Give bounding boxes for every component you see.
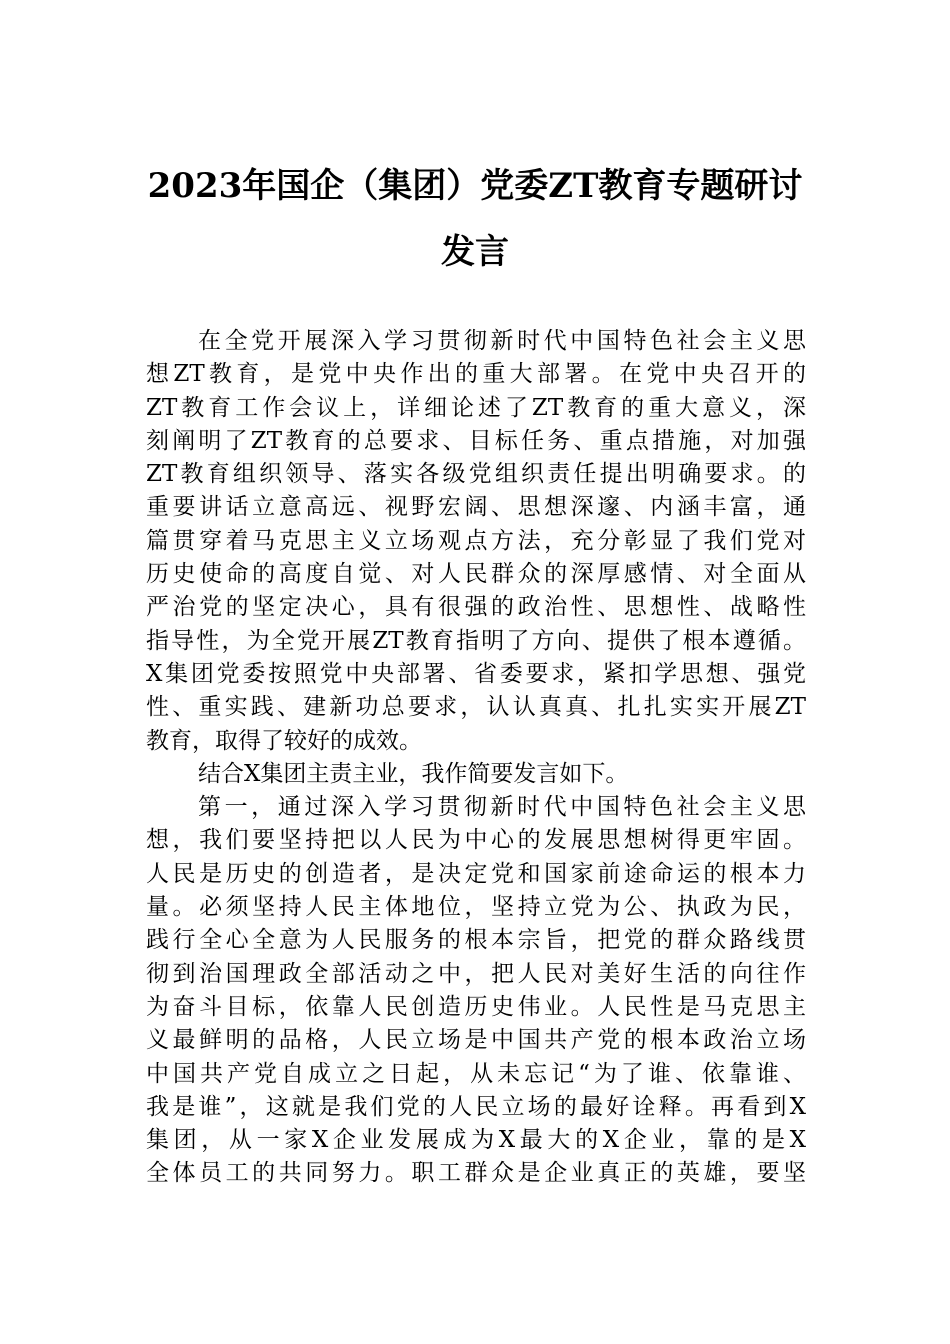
paragraph-line: 历史使命的高度自觉、对人民群众的深厚感情、对全面从	[146, 561, 806, 588]
paragraph-line: 刻阐明了ZT教育的总要求、目标任务、重点措施，对加强	[146, 427, 806, 454]
document-body	[146, 325, 806, 1191]
paragraph-line: 指导性，为全党开展ZT教育指明了方向、提供了根本遵循。	[146, 627, 806, 654]
paragraph-line: ZT教育工作会议上，详细论述了ZT教育的重大意义，深	[146, 394, 806, 421]
paragraph-line: 人民是历史的创造者，是决定党和国家前途命运的根本力	[146, 860, 806, 887]
paragraph-line: 我是谁”，这就是我们党的人民立场的最好诠释。再看到X	[146, 1093, 806, 1120]
paragraph-line: 全体员工的共同努力。职工群众是企业真正的英雄，要坚	[146, 1160, 806, 1187]
paragraph-line: 践行全心全意为人民服务的根本宗旨，把党的群众路线贯	[146, 927, 806, 954]
paragraph-line: 篇贯穿着马克思主义立场观点方法，充分彰显了我们党对	[146, 527, 806, 554]
paragraph-line: 重要讲话立意高远、视野宏阔、思想深邃、内涵丰富，通	[146, 494, 806, 521]
paragraph-line: 量。必须坚持人民主体地位，坚持立党为公、执政为民，	[146, 894, 806, 921]
paragraph-line: 义最鲜明的品格，人民立场是中国共产党的根本政治立场	[146, 1027, 806, 1054]
paragraph-line: 性、重实践、建新功总要求，认认真真、扎扎实实开展ZT	[146, 694, 806, 721]
paragraph-line: 为奋斗目标，依靠人民创造历史伟业。人民性是马克思主	[146, 993, 806, 1020]
paragraph-line: 中国共产党自成立之日起，从未忘记“为了谁、依靠谁、	[146, 1060, 806, 1087]
paragraph-line: 在全党开展深入学习贯彻新时代中国特色社会主义思	[198, 328, 806, 354]
paragraph-line: 集团，从一家X企业发展成为X最大的X企业，靠的是X	[146, 1127, 806, 1154]
paragraph-line: 教育，取得了较好的成效。	[146, 727, 422, 754]
document-title-line-1: 2023年国企（集团）党委ZT教育专题研讨	[147, 166, 803, 206]
document-title-line-2: 发言	[441, 232, 509, 272]
paragraph-line: 结合X集团主责主业，我作简要发言如下。	[198, 760, 629, 787]
paragraph-line: 想ZT教育，是党中央作出的重大部署。在党中央召开的	[146, 361, 806, 388]
paragraph-line: 想，我们要坚持把以人民为中心的发展思想树得更牢固。	[146, 827, 806, 854]
paragraph-line: 第一，通过深入学习贯彻新时代中国特色社会主义思	[198, 794, 806, 821]
paragraph-line: 彻到治国理政全部活动之中，把人民对美好生活的向往作	[146, 960, 806, 987]
paragraph-line: X集团党委按照党中央部署、省委要求，紧扣学思想、强党	[146, 660, 806, 687]
paragraph-line: 严治党的坚定决心，具有很强的政治性、思想性、战略性	[146, 594, 806, 621]
paragraph-line: ZT教育组织领导、落实各级党组织责任提出明确要求。的	[146, 461, 806, 488]
